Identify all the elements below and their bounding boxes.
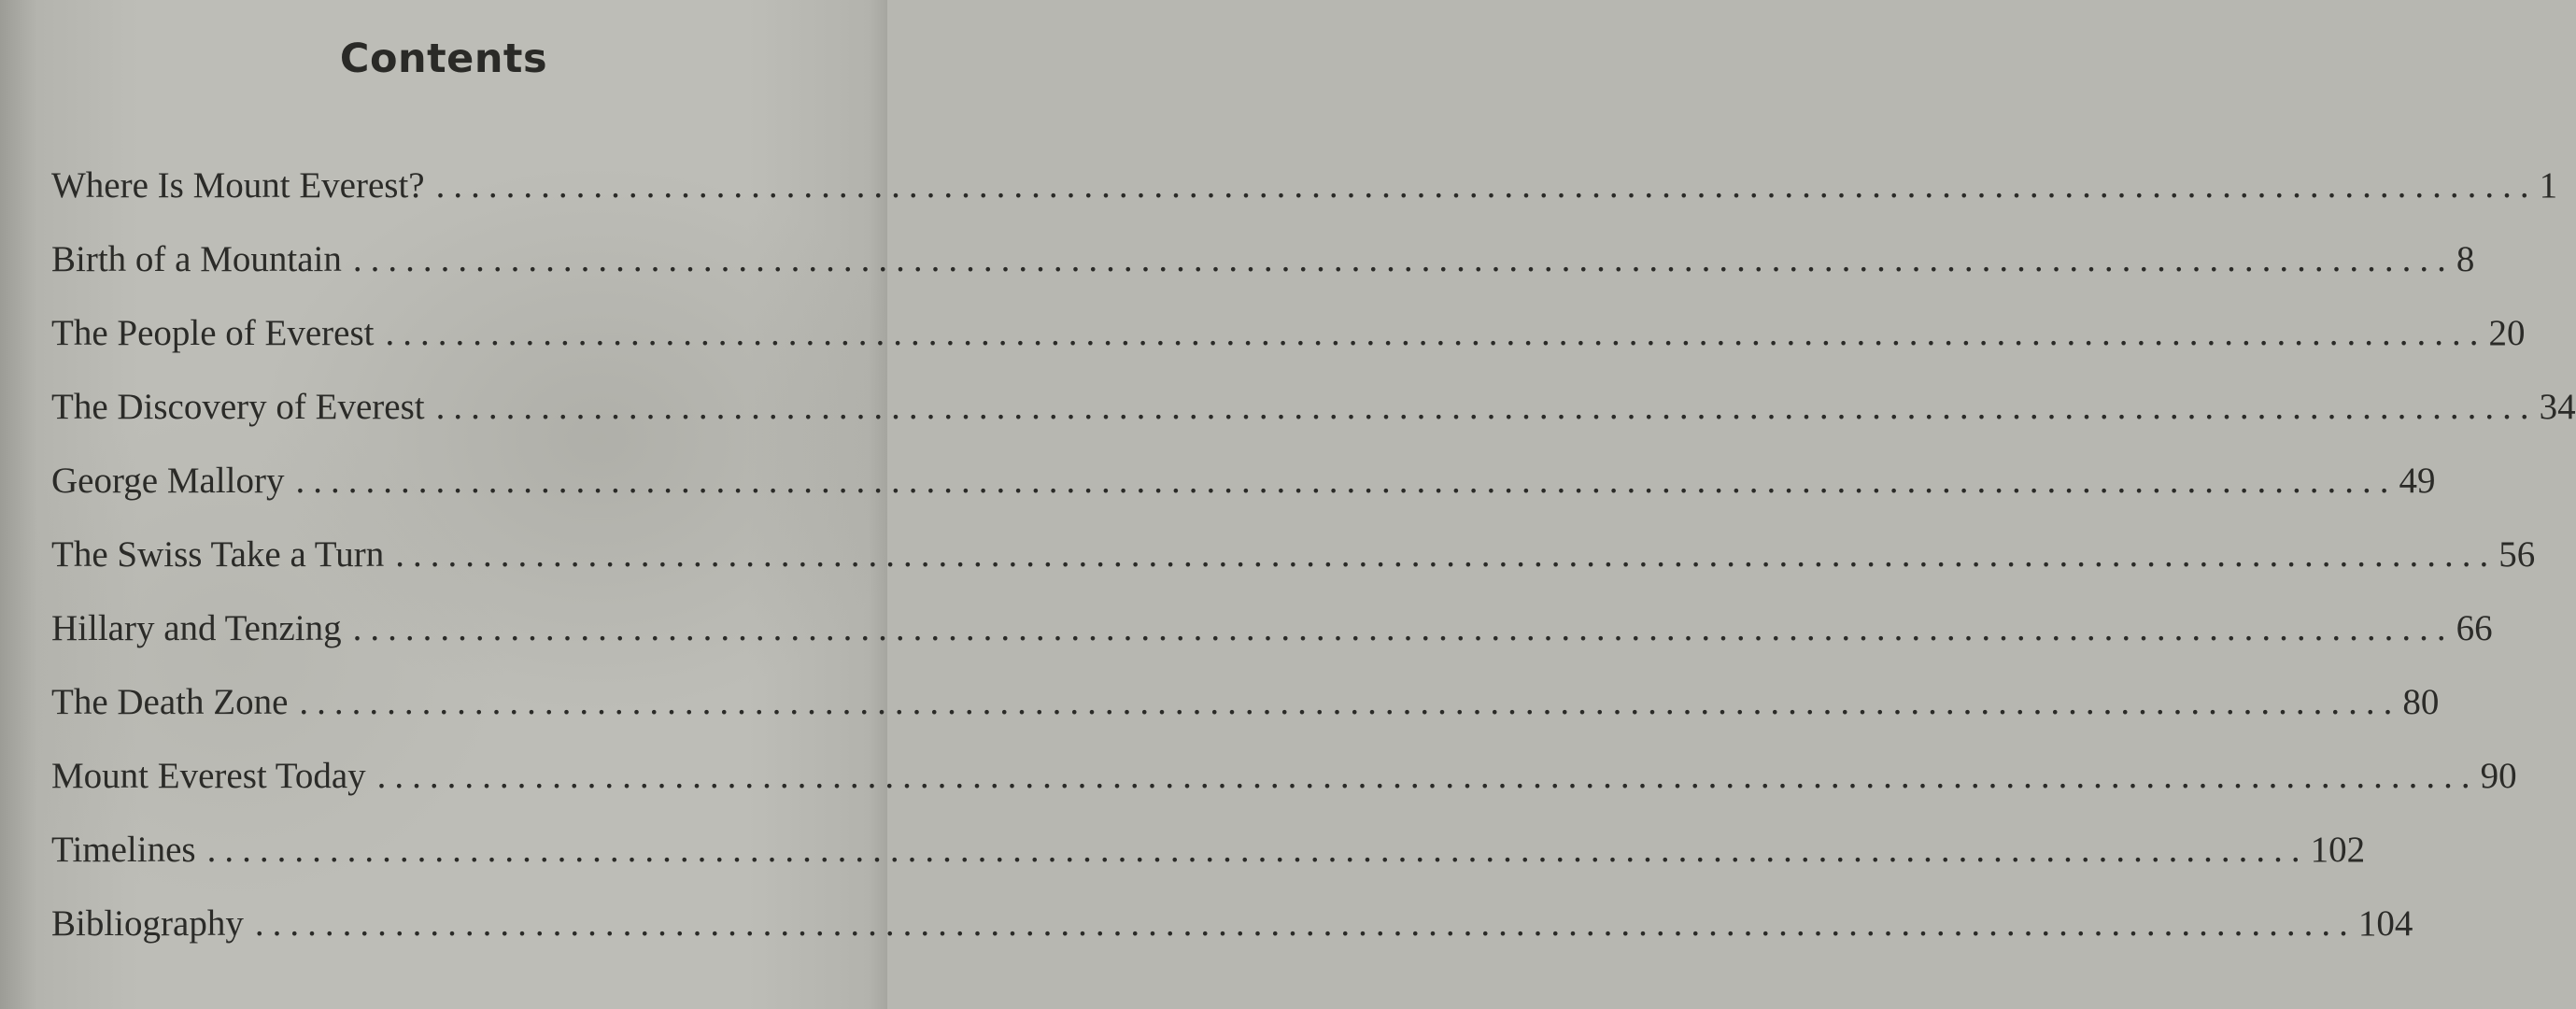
dot-leader: ........................................................................................................................	[295, 461, 2398, 501]
dot-leader: ........................................................................................................................	[435, 165, 2538, 206]
toc-entry-title: Timelines	[51, 830, 196, 870]
toc-entry-title: The Death Zone	[51, 682, 289, 722]
toc-entry	[51, 460, 2436, 533]
toc-entry	[51, 533, 2536, 607]
dot-leader: ........................................................................................................................	[376, 756, 2479, 796]
toc-entry	[51, 312, 2526, 386]
dot-leader: ........................................................................................................................	[385, 313, 2487, 353]
toc-entry-page: 20	[2488, 313, 2526, 353]
dot-leader: ........................................................................................................................	[352, 239, 2455, 279]
dot-leader: ........................................................................................................................	[352, 608, 2455, 648]
toc-entry-title: The Discovery of Everest	[51, 387, 425, 427]
dot-leader: ........................................................................................................................	[254, 903, 2357, 944]
toc-entry-page: 90	[2480, 756, 2517, 796]
toc-entry	[51, 681, 2440, 755]
toc-entry-title: George Mallory	[51, 461, 285, 501]
toc-entry-page: 66	[2456, 608, 2493, 648]
toc-entry	[51, 902, 2413, 976]
toc-entry-title: Bibliography	[51, 903, 244, 944]
toc-entry-title: The Swiss Take a Turn	[51, 534, 385, 575]
toc-entry	[51, 238, 2475, 312]
toc-entry-page: 1	[2539, 165, 2558, 206]
dot-leader: ........................................................................................................................	[435, 387, 2538, 427]
dot-leader: ........................................................................................................................	[395, 534, 2498, 575]
toc-entry-page: 102	[2310, 830, 2366, 870]
toc-entry-page: 8	[2456, 239, 2475, 279]
dot-leader: ........................................................................................................................	[299, 682, 2401, 722]
toc-entry-title: Hillary and Tenzing	[51, 608, 342, 648]
toc-entry-page: 80	[2402, 682, 2440, 722]
table-of-contents	[51, 164, 2576, 976]
toc-entry-page: 104	[2357, 903, 2413, 944]
toc-entry-page: 49	[2399, 461, 2436, 501]
toc-entry-title: Mount Everest Today	[51, 756, 366, 796]
toc-entry	[51, 829, 2366, 902]
dot-leader: ........................................................................................................................	[206, 830, 2309, 870]
toc-entry-title: Where Is Mount Everest?	[51, 165, 425, 206]
toc-entry	[51, 164, 2558, 238]
toc-entry-title: The People of Everest	[51, 313, 375, 353]
toc-entry	[51, 607, 2493, 681]
toc-entry-page: 56	[2498, 534, 2536, 575]
toc-entry-title: Birth of a Mountain	[51, 239, 342, 279]
toc-entry	[51, 386, 2576, 460]
page-title: Contents	[339, 36, 548, 82]
toc-entry-page: 34	[2539, 387, 2576, 427]
toc-entry	[51, 755, 2517, 829]
